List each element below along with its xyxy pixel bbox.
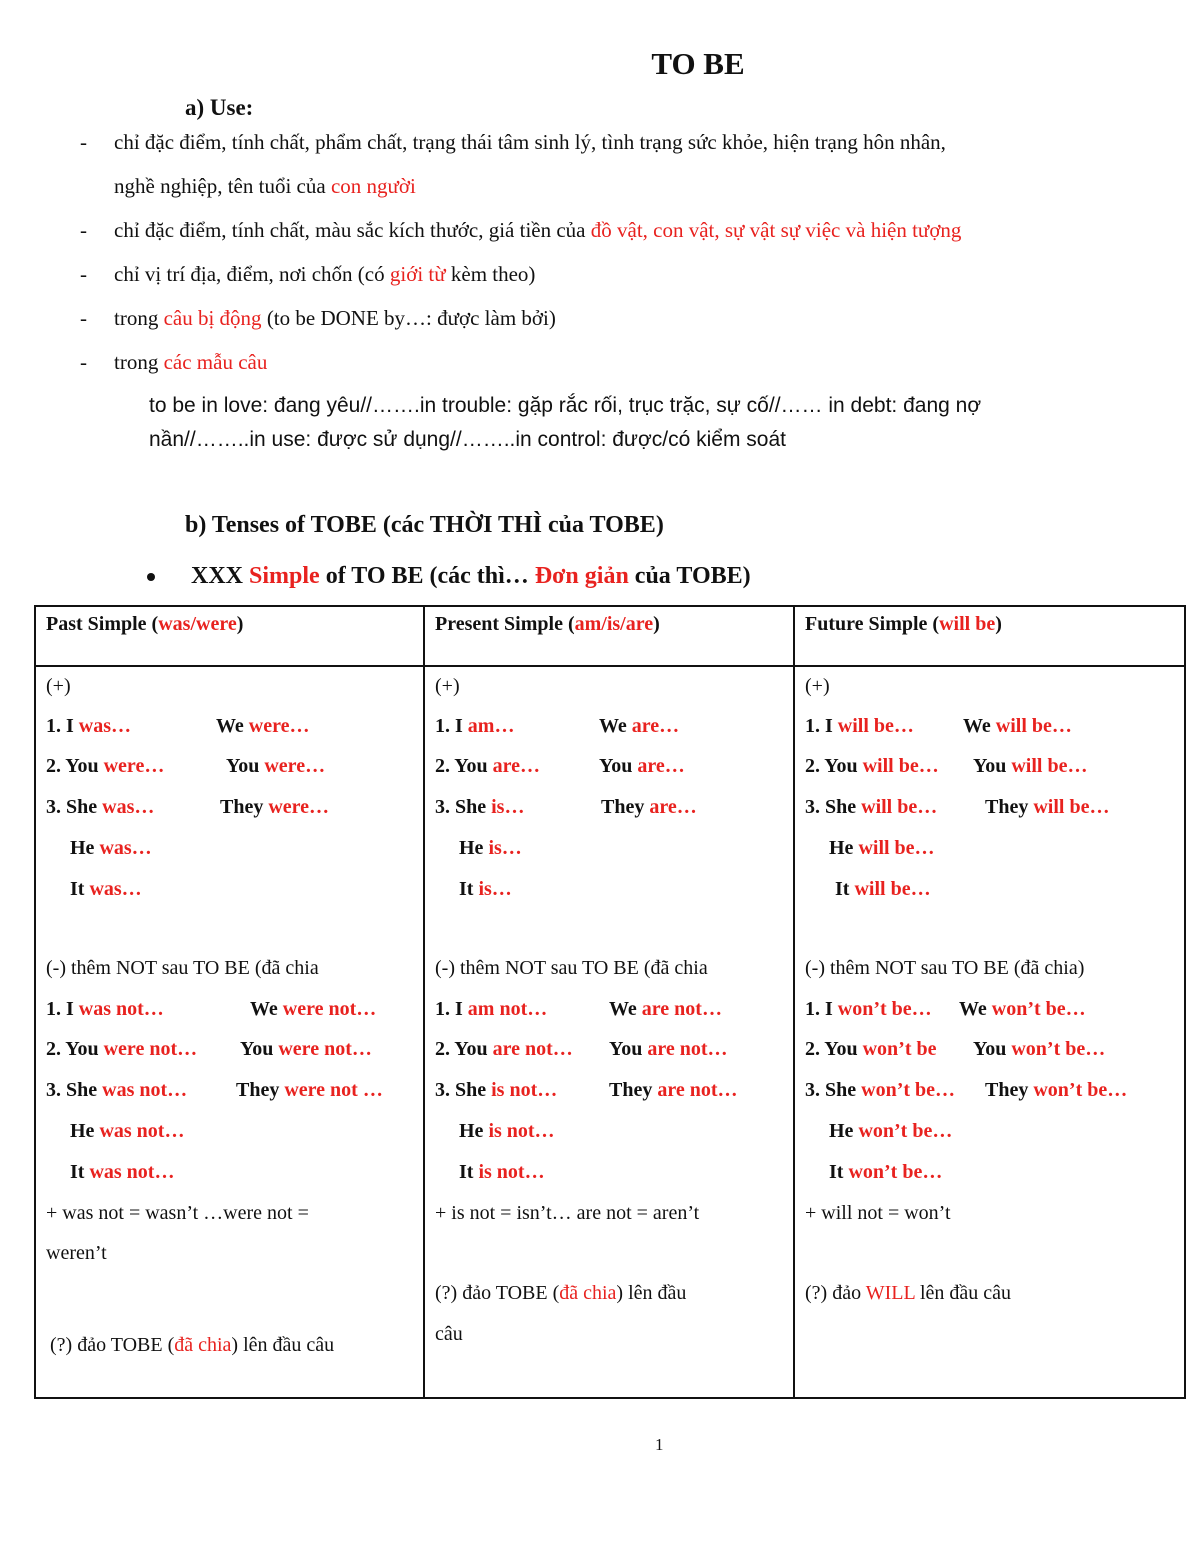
cell-line: [459, 1120, 555, 1143]
table-header-row: [35, 606, 1185, 666]
cell-line: [46, 998, 164, 1021]
cell-text: You: [609, 1038, 648, 1060]
cell-text: He: [459, 1120, 489, 1142]
cell-line-plural: [216, 715, 310, 738]
use-item-text: chỉ vị trí địa, điểm, nơi chốn (có: [114, 262, 390, 286]
use-item-text: nghề nghiệp, tên tuổi của: [114, 174, 331, 198]
cell-line: [435, 796, 524, 819]
cell-line: [435, 957, 708, 980]
header-text: ): [653, 613, 660, 635]
cell-text: It: [835, 878, 855, 900]
use-item-text: câu bị động: [163, 306, 262, 330]
cell-text: was…: [102, 796, 155, 818]
cell-text: are not…: [641, 998, 722, 1020]
cell-line: [805, 1079, 955, 1102]
cell-text: were not …: [284, 1079, 383, 1101]
cell-line: [46, 1038, 197, 1061]
cell-line: [435, 1202, 699, 1225]
use-item-text: (to be DONE by…: được làm bởi): [261, 306, 556, 330]
use-note-line: to be in love: đang yêu//…….in trouble: gặp rắc rối, trục trặc, sự cố//…… in debt: đang nợ: [149, 394, 982, 417]
cell-line: [46, 957, 319, 980]
cell-text: are not…: [647, 1038, 728, 1060]
dash-bullet: -: [80, 262, 87, 286]
cell-text: You: [973, 755, 1012, 777]
cell-text: won’t be…: [1011, 1038, 1106, 1060]
tenses-heading: b) Tenses of TOBE (các THỜI THÌ của TOBE): [185, 512, 664, 538]
cell-line: [459, 1161, 545, 1184]
use-item-text: chỉ đặc điểm, tính chất, màu sắc kích thước, giá tiền của: [114, 218, 591, 242]
cell-text: 1. I: [435, 715, 468, 737]
cell-text: 1. I: [46, 998, 79, 1020]
cell-text: We: [609, 998, 642, 1020]
cell-line: [459, 878, 512, 901]
cell-text: 1. I: [805, 998, 838, 1020]
tenses-table: [34, 605, 1186, 1399]
simple-subheading: [147, 563, 751, 590]
cell-text: (-) thêm NOT sau TO BE (đã chia: [435, 957, 708, 979]
cell-text: won’t be…: [837, 998, 932, 1020]
cell-line: [435, 675, 460, 698]
dash-bullet: -: [80, 350, 87, 374]
cell-text: We: [959, 998, 992, 1020]
cell-text: 3. She: [46, 1079, 103, 1101]
cell-text: will be…: [1011, 755, 1088, 777]
cell-text: weren’t: [46, 1242, 107, 1264]
cell-text: đã chia: [559, 1282, 617, 1304]
cell-text: We: [250, 998, 283, 1020]
cell-text: is…: [488, 837, 522, 859]
use-item-text: giới từ: [389, 262, 446, 286]
cell-text: + will not = won’t: [805, 1202, 951, 1224]
cell-text: + is not = isn’t… are not = aren’t: [435, 1202, 700, 1224]
cell-line: [435, 998, 547, 1021]
cell-text: will be…: [995, 715, 1072, 737]
cell-text: won’t be…: [848, 1161, 943, 1183]
cell-text: We: [599, 715, 632, 737]
cell-line: [70, 1120, 184, 1143]
use-item-text: kèm theo): [445, 262, 536, 286]
cell-line: [70, 837, 152, 860]
cell-text: 2. You: [46, 755, 104, 777]
cell-text: will be…: [862, 755, 939, 777]
cell-line: [46, 675, 71, 698]
cell-text: He: [829, 837, 859, 859]
cell-text: They: [236, 1079, 285, 1101]
cell-text: (+): [805, 675, 830, 697]
header-text: will be: [939, 613, 996, 635]
cell-text: won’t be…: [1033, 1079, 1128, 1101]
cell-text: 3. She: [46, 796, 103, 818]
page-number: 1: [655, 1435, 664, 1454]
past-simple-cell: [35, 666, 424, 1398]
cell-text: You: [226, 755, 265, 777]
header-text: Future Simple (: [805, 613, 940, 635]
dash-bullet: -: [80, 218, 87, 242]
use-heading: a) Use:: [185, 95, 254, 120]
cell-line: [435, 715, 514, 738]
cell-line-plural: [250, 998, 376, 1021]
cell-text: 1. I: [46, 715, 79, 737]
present-simple-cell: [424, 666, 794, 1398]
cell-line-plural: [609, 1038, 728, 1061]
cell-line-plural: [959, 998, 1086, 1021]
subheading-run: Simple: [249, 563, 320, 589]
cell-text: They: [985, 1079, 1034, 1101]
cell-line-plural: [985, 796, 1109, 819]
cell-line-plural: [973, 1038, 1105, 1061]
dash-bullet: -: [80, 306, 87, 330]
cell-line-plural: [601, 796, 697, 819]
cell-line-plural: [236, 1079, 383, 1102]
cell-text: were…: [103, 755, 165, 777]
cell-text: It: [70, 878, 90, 900]
cell-text: đã chia: [174, 1334, 232, 1356]
cell-text: were…: [248, 715, 310, 737]
cell-text: 3. She: [805, 1079, 862, 1101]
cell-text: won’t be: [862, 1038, 937, 1060]
cell-text: is…: [491, 796, 525, 818]
cell-text: 2. You: [46, 1038, 104, 1060]
cell-line: [435, 1323, 463, 1346]
cell-text: will be…: [861, 796, 938, 818]
cell-text: They: [609, 1079, 658, 1101]
subheading-run: of TO BE (các thì…: [319, 563, 535, 589]
cell-text: won’t be…: [991, 998, 1086, 1020]
cell-text: won’t be…: [861, 1079, 956, 1101]
cell-text: He: [70, 837, 100, 859]
cell-text: It: [829, 1161, 849, 1183]
cell-text: are…: [631, 715, 680, 737]
cell-text: 3. She: [435, 796, 492, 818]
subheading-run: XXX: [191, 563, 249, 589]
cell-line: [829, 1120, 952, 1143]
dash-bullet: -: [80, 130, 87, 154]
subheading-run: Đơn giản: [534, 563, 629, 589]
cell-line: [46, 1242, 107, 1265]
header-text: was/were: [158, 613, 237, 635]
cell-line: [435, 1079, 557, 1102]
cell-text: (?) đảo TOBE (: [435, 1282, 560, 1304]
use-item-text: chỉ đặc điểm, tính chất, phẩm chất, trạng thái tâm sinh lý, tình trạng sức khỏe, hiện trạng hôn nhân,: [114, 130, 946, 154]
cell-line-plural: [609, 998, 722, 1021]
cell-text: (+): [435, 675, 460, 697]
cell-text: are…: [649, 796, 697, 818]
cell-text: were…: [268, 796, 330, 818]
cell-text: He: [70, 1120, 100, 1142]
cell-text: You: [973, 1038, 1012, 1060]
cell-text: câu: [435, 1323, 463, 1345]
header-text: am/is/are: [574, 613, 654, 635]
cell-text: were not…: [278, 1038, 372, 1060]
cell-text: will be…: [854, 878, 931, 900]
cell-text: 1. I: [805, 715, 838, 737]
use-item: [114, 174, 416, 199]
bullet-icon: [147, 573, 155, 581]
cell-line-plural: [226, 755, 325, 778]
cell-text: am…: [467, 715, 515, 737]
cell-text: are not…: [492, 1038, 573, 1060]
cell-text: (?) đảo: [805, 1282, 866, 1304]
header-past-simple: [35, 606, 424, 666]
header-text: ): [236, 613, 244, 635]
cell-text: 2. You: [435, 1038, 493, 1060]
cell-text: You: [240, 1038, 279, 1060]
use-item-text: trong: [114, 306, 164, 330]
cell-text: He: [459, 837, 489, 859]
cell-line: [805, 755, 939, 778]
cell-line: [805, 715, 914, 738]
cell-text: 2. You: [805, 755, 863, 777]
cell-line: [435, 1038, 573, 1061]
cell-text: (-) thêm NOT sau TO BE (đã chia: [46, 957, 319, 979]
cell-text: won’t be…: [858, 1120, 953, 1142]
use-item: [80, 306, 556, 331]
header-text: Present Simple (: [435, 613, 575, 635]
cell-text: 2. You: [805, 1038, 863, 1060]
cell-line: [805, 675, 830, 698]
cell-line-plural: [220, 796, 329, 819]
use-item: [80, 350, 267, 375]
cell-text: was…: [99, 837, 152, 859]
cell-text: was…: [78, 715, 132, 737]
header-text: Past Simple (: [46, 613, 159, 635]
cell-text: am not…: [467, 998, 548, 1020]
cell-text: are…: [492, 755, 541, 777]
cell-line: [46, 1079, 187, 1102]
subheading-run: của TOBE): [628, 563, 751, 589]
cell-text: ) lên đầu câu: [231, 1334, 335, 1356]
cell-text: (?) đảo TOBE (: [50, 1334, 175, 1356]
cell-text: 2. You: [435, 755, 493, 777]
header-present-simple: [424, 606, 794, 666]
cell-line: [805, 1202, 951, 1225]
header-text: ): [995, 613, 1002, 635]
cell-line: [829, 837, 935, 860]
cell-line-plural: [973, 755, 1087, 778]
cell-line: [805, 796, 937, 819]
cell-text: was…: [89, 878, 142, 900]
cell-line: [459, 837, 522, 860]
use-item: [80, 262, 535, 287]
cell-text: is…: [478, 878, 512, 900]
cell-line: [835, 878, 931, 901]
use-item: [80, 130, 946, 155]
cell-line-plural: [985, 1079, 1127, 1102]
cell-text: are not…: [657, 1079, 738, 1101]
cell-line: [46, 755, 164, 778]
cell-text: + was not = wasn’t …were not =: [46, 1202, 309, 1224]
use-item-text: con người: [330, 174, 416, 198]
cell-line: [46, 715, 131, 738]
cell-text: 3. She: [805, 796, 862, 818]
cell-text: is not…: [488, 1120, 555, 1142]
cell-line: [435, 755, 540, 778]
cell-text: WILL: [865, 1282, 915, 1304]
cell-line-plural: [609, 1079, 738, 1102]
cell-text: He: [829, 1120, 859, 1142]
header-future-simple: [794, 606, 1185, 666]
cell-text: is not…: [491, 1079, 558, 1101]
cell-text: was not…: [78, 998, 164, 1020]
cell-text: You: [599, 755, 638, 777]
cell-text: It: [70, 1161, 90, 1183]
cell-line-plural: [963, 715, 1072, 738]
use-item-text: các mẫu câu: [163, 350, 268, 374]
cell-line: [829, 1161, 942, 1184]
use-note-line: nần//……..in use: được sử dụng//……..in control: được/có kiểm soát: [149, 428, 786, 451]
cell-text: were…: [264, 755, 326, 777]
cell-line: [46, 796, 154, 819]
cell-text: will be…: [837, 715, 914, 737]
document-title: TO BE: [651, 46, 745, 81]
cell-text: ) lên đầu: [616, 1282, 687, 1304]
future-simple-cell: [794, 666, 1185, 1398]
cell-text: It: [459, 1161, 479, 1183]
cell-line: [805, 1038, 937, 1061]
use-item-text: đồ vật, con vật, sự vật sự việc và hiện tượng: [590, 218, 962, 242]
cell-text: was not…: [102, 1079, 188, 1101]
cell-text: We: [963, 715, 996, 737]
cell-text: They: [985, 796, 1034, 818]
cell-text: is not…: [478, 1161, 545, 1183]
cell-text: They: [601, 796, 650, 818]
cell-text: was not…: [89, 1161, 175, 1183]
cell-line: [805, 957, 1084, 980]
cell-line: [46, 1202, 309, 1225]
cell-text: 1. I: [435, 998, 468, 1020]
cell-text: are…: [637, 755, 685, 777]
cell-text: (-) thêm NOT sau TO BE (đã chia): [805, 957, 1085, 979]
cell-line: [435, 1282, 686, 1305]
simple-subheading-text: [191, 563, 751, 589]
cell-text: were not…: [103, 1038, 198, 1060]
table-body-row: [35, 666, 1185, 1398]
cell-text: (+): [46, 675, 71, 697]
cell-line-plural: [599, 715, 679, 738]
cell-line: [50, 1334, 334, 1357]
cell-line: [805, 1282, 1011, 1305]
cell-line: [805, 998, 932, 1021]
cell-text: will be…: [1033, 796, 1110, 818]
cell-line: [70, 1161, 174, 1184]
cell-line: [70, 878, 142, 901]
cell-text: It: [459, 878, 479, 900]
use-item: [80, 218, 961, 243]
use-item-text: trong: [114, 350, 164, 374]
cell-text: They: [220, 796, 269, 818]
cell-text: 3. She: [435, 1079, 492, 1101]
cell-text: lên đầu câu: [914, 1282, 1012, 1304]
cell-text: was not…: [99, 1120, 185, 1142]
cell-line-plural: [240, 1038, 372, 1061]
cell-text: were not…: [282, 998, 377, 1020]
cell-text: will be…: [858, 837, 935, 859]
cell-text: We: [216, 715, 249, 737]
cell-line-plural: [599, 755, 685, 778]
